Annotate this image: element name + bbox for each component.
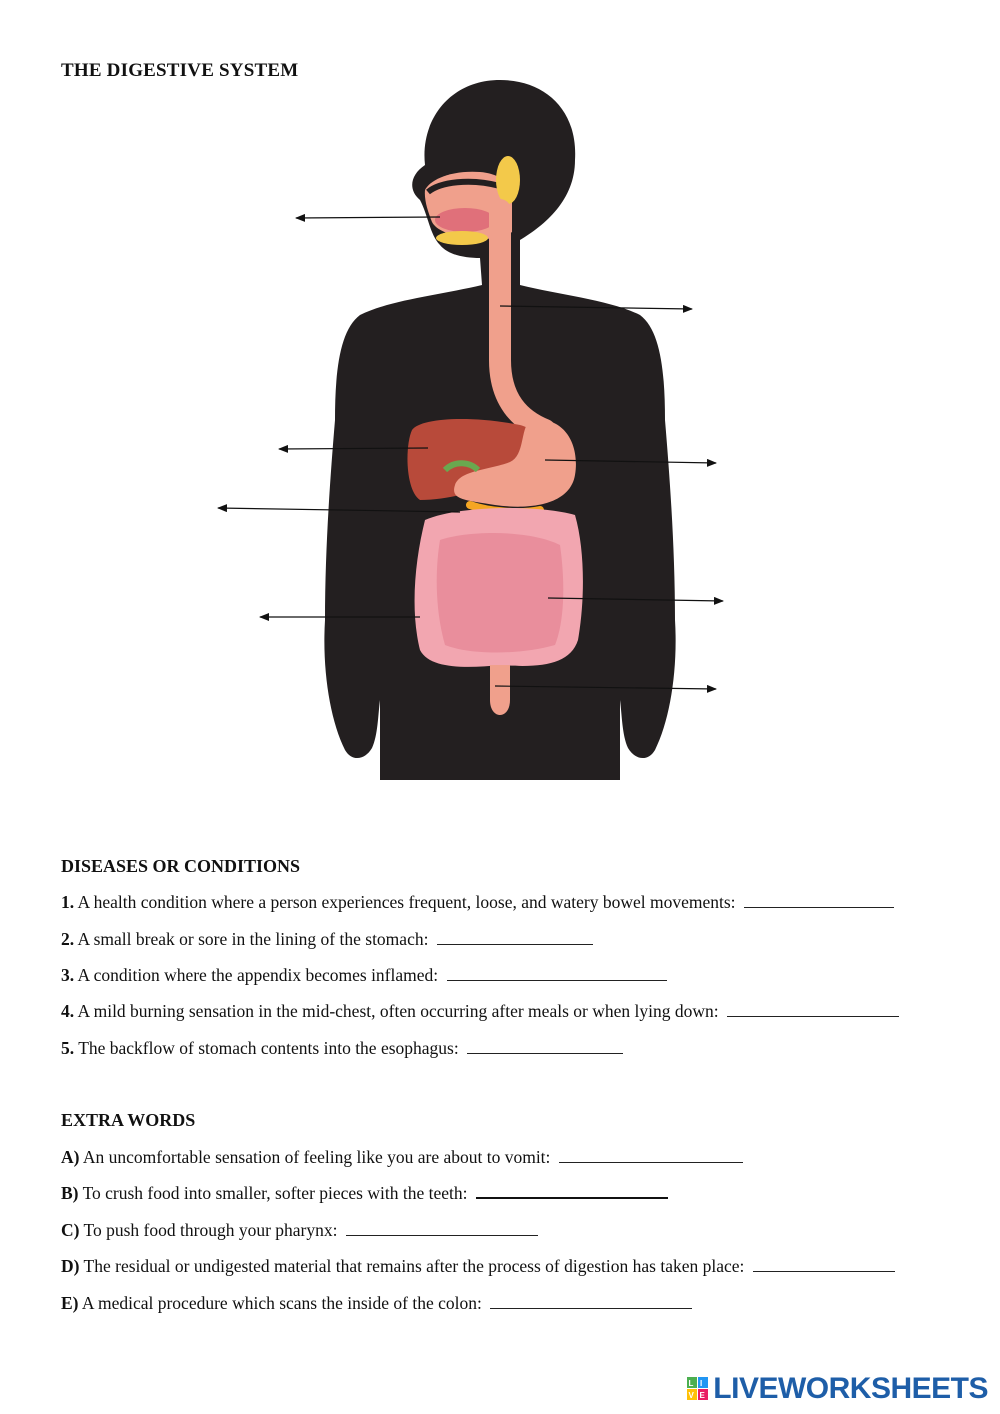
question-text: A health condition where a person experiences frequent, loose, and watery bowel movements:	[77, 892, 736, 912]
svg-text:E: E	[699, 1391, 706, 1400]
answer-blank[interactable]	[437, 930, 593, 945]
diseases-heading: DISEASES OR CONDITIONS	[61, 856, 301, 876]
answer-blank[interactable]	[476, 1183, 668, 1199]
question-number: 5.	[61, 1038, 75, 1058]
page-title: THE DIGESTIVE SYSTEM	[61, 60, 299, 81]
extra-question-c	[61, 1220, 538, 1241]
extra-question-e	[61, 1293, 692, 1314]
question-number: 2.	[61, 929, 75, 949]
liveworksheets-brand	[687, 1372, 988, 1406]
tongue	[435, 208, 495, 232]
digestive-system-diagram	[200, 78, 760, 790]
disease-question-4	[61, 1001, 899, 1022]
extra-question-a	[61, 1147, 743, 1168]
svg-text:L: L	[688, 1379, 694, 1388]
svg-text:I: I	[700, 1379, 703, 1388]
small-intestine	[437, 533, 564, 652]
question-number: 3.	[61, 965, 75, 985]
answer-blank[interactable]	[727, 1002, 899, 1017]
question-text: A small break or sore in the lining of the stomach:	[77, 929, 429, 949]
answer-blank[interactable]	[467, 1039, 623, 1054]
extra-words-heading: EXTRA WORDS	[61, 1110, 196, 1130]
answer-blank[interactable]	[447, 966, 667, 981]
question-text: A mild burning sensation in the mid-chest, often occurring after meals or when lying down:	[77, 1001, 719, 1021]
liveworksheets-wordmark: LIVEWORKSHEETS	[713, 1372, 988, 1405]
salivary-gland-lower	[436, 231, 488, 245]
question-text: The residual or undigested material that remains after the process of digestion has taken place:	[83, 1256, 745, 1276]
answer-blank[interactable]	[753, 1257, 895, 1272]
question-text: A condition where the appendix becomes inflamed:	[77, 965, 439, 985]
question-number: 4.	[61, 1001, 75, 1021]
rectum	[490, 665, 510, 715]
disease-question-1	[61, 892, 894, 913]
extra-question-b	[61, 1183, 668, 1204]
question-text: To push food through your pharynx:	[83, 1220, 338, 1240]
salivary-gland-parotid	[496, 156, 520, 204]
question-text: To crush food into smaller, softer pieces with the teeth:	[82, 1183, 468, 1203]
svg-text:V: V	[688, 1391, 695, 1400]
question-letter: C)	[61, 1220, 80, 1240]
arrow-mouth	[296, 217, 440, 218]
question-letter: D)	[61, 1256, 80, 1276]
answer-blank[interactable]	[346, 1221, 538, 1236]
question-text: The backflow of stomach contents into the esophagus:	[78, 1038, 459, 1058]
disease-question-3	[61, 965, 667, 986]
answer-blank[interactable]	[490, 1294, 692, 1309]
extra-question-d	[61, 1256, 895, 1277]
question-letter: B)	[61, 1183, 79, 1203]
liveworksheets-logo-icon	[687, 1377, 709, 1401]
disease-question-5	[61, 1038, 623, 1059]
question-text: An uncomfortable sensation of feeling like you are about to vomit:	[82, 1147, 551, 1167]
answer-blank[interactable]	[559, 1148, 743, 1163]
answer-blank[interactable]	[744, 893, 894, 908]
disease-question-2	[61, 929, 593, 950]
question-number: 1.	[61, 892, 75, 912]
question-letter: E)	[61, 1293, 79, 1313]
question-text: A medical procedure which scans the inside of the colon:	[81, 1293, 482, 1313]
question-letter: A)	[61, 1147, 80, 1167]
